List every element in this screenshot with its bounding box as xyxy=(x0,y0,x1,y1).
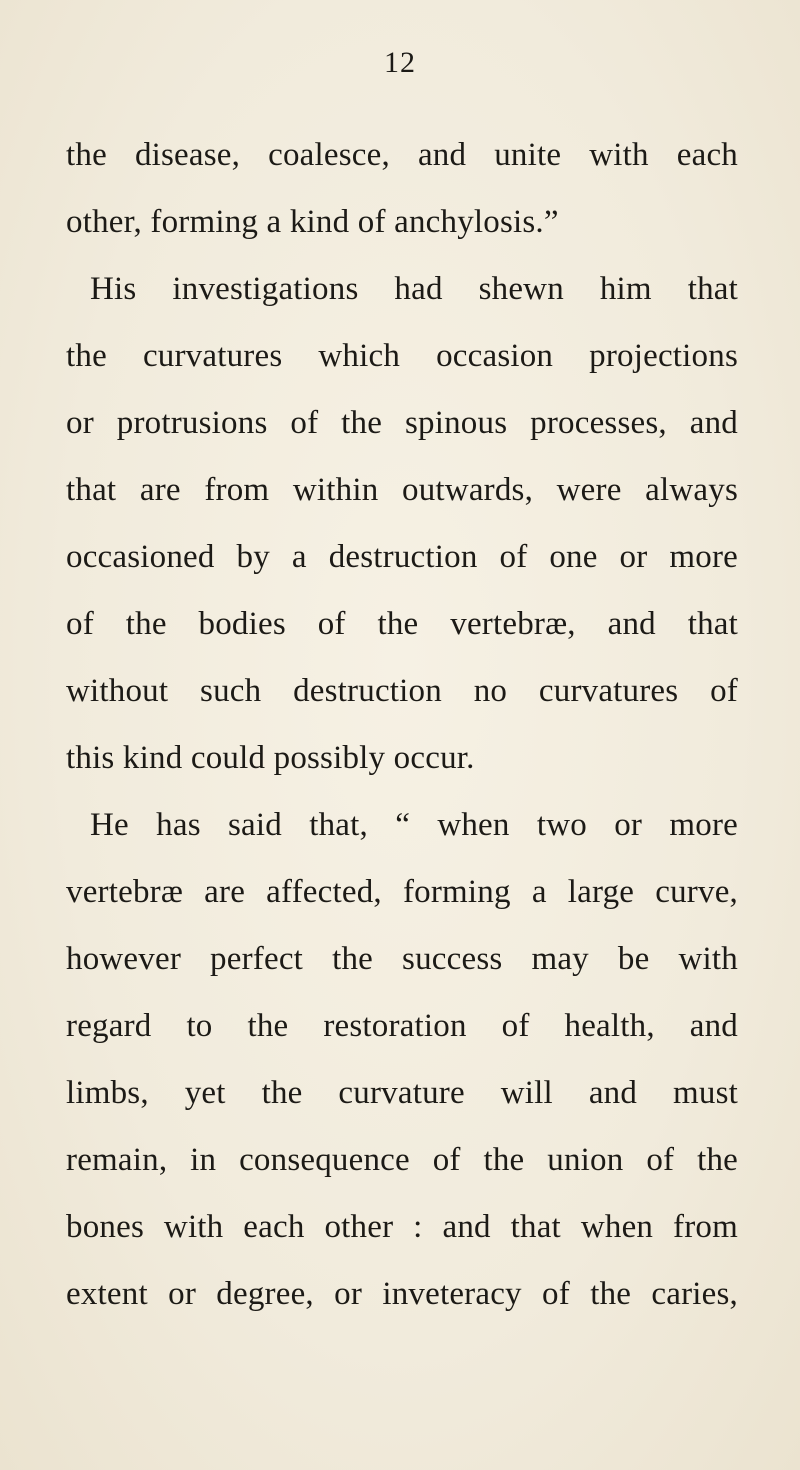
text-line: extent or degree, or inveteracy of the caries, xyxy=(66,1276,738,1312)
text-line: bones with each other : and that when from xyxy=(66,1209,738,1245)
text-line: this kind could possibly occur. xyxy=(66,740,475,776)
body-text xyxy=(66,122,738,1328)
text-line: limbs, yet the curvature will and must xyxy=(66,1075,738,1111)
text-line: regard to the restoration of health, and xyxy=(66,1008,738,1044)
paragraph-start-line: He has said that, “ when two or more xyxy=(90,807,738,843)
text-line: remain, in consequence of the union of the xyxy=(66,1142,738,1178)
text-line: that are from within outwards, were always xyxy=(66,472,738,508)
text-line: other, forming a kind of anchylosis.” xyxy=(66,204,559,240)
text-line: occasioned by a destruction of one or more xyxy=(66,539,738,575)
text-line: without such destruction no curvatures of xyxy=(66,673,738,709)
page-number: 12 xyxy=(384,46,416,79)
text-line: the disease, coalesce, and unite with each xyxy=(66,137,738,173)
text-line: the curvatures which occasion projections xyxy=(66,338,738,374)
text-line: however perfect the success may be with xyxy=(66,941,738,977)
text-line: vertebræ are affected, forming a large curve, xyxy=(66,874,738,910)
paragraph-start-line: His investigations had shewn him that xyxy=(90,271,738,307)
text-line: of the bodies of the vertebræ, and that xyxy=(66,606,738,642)
text-line: or protrusions of the spinous processes, and xyxy=(66,405,738,441)
